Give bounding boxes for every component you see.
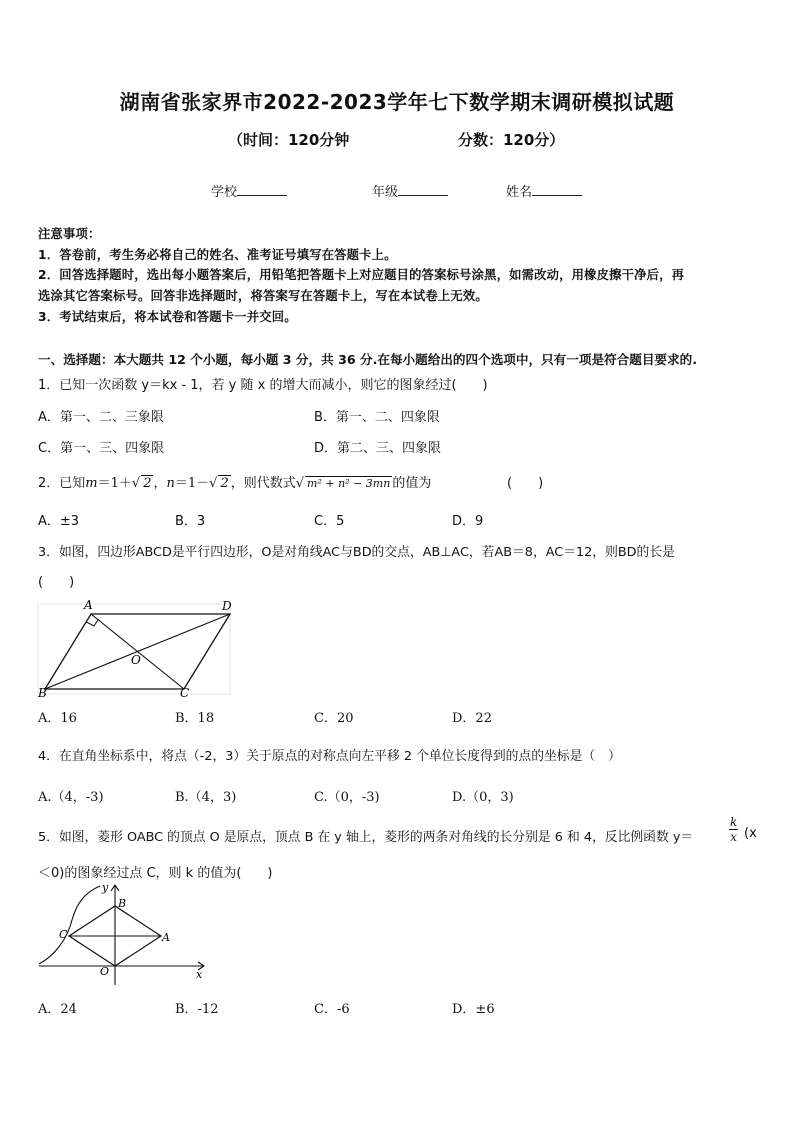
note-1: 1．答卷前，考生务必将自己的姓名、准考证号填写在答题卡上。 [38, 248, 397, 262]
q4-option-c[interactable]: C.（0，-3) [314, 790, 380, 805]
grade-blank[interactable] [398, 183, 448, 196]
q3-parallelogram-figure [34, 594, 244, 702]
grade-field [372, 181, 448, 200]
label-c: C [59, 928, 68, 941]
section-heading: 一、选择题：本大题共 12 个小题，每小题 3 分，共 36 分.在每小题给出的四个选项中，只有一项是符合题目要求的. [38, 352, 698, 367]
q1-option-c[interactable]: C．第一、三、四象限 [38, 441, 165, 456]
exam-score: 分数：120分） [458, 131, 565, 149]
radical-sign: √ [209, 476, 218, 491]
right-angle-mark [86, 619, 98, 626]
q5-option-d[interactable]: D．±6 [452, 1002, 495, 1017]
name-field [506, 181, 582, 200]
q5-rhombus-figure [34, 880, 214, 990]
q3-option-c[interactable]: C．20 [314, 711, 354, 726]
radical-sign: √ [295, 476, 305, 491]
q4-option-a[interactable]: A.（4，-3) [38, 790, 104, 805]
q2-radical-expression: m² + n² − 3mn [307, 477, 391, 490]
label-a: A [162, 931, 170, 944]
note-2b: 选涂其它答案标号。回答非选择题时，将答案写在答题卡上，写在本试卷上无效。 [38, 289, 488, 303]
school-label: 学校 [211, 185, 238, 200]
note-2a: 2．回答选择题时，选出每小题答案后，用铅笔把答题卡上对应题目的答案标号涂黑，如需改动，用橡皮擦干净后，再 [38, 268, 685, 282]
q3-option-b[interactable]: B．18 [175, 711, 215, 726]
q5-fraction [729, 815, 738, 844]
hyperbola-curve [39, 886, 100, 964]
q1-option-a[interactable]: A．第一、二、三象限 [38, 410, 164, 425]
notes-heading: 注意事项： [38, 227, 101, 241]
q2-mid: ，则代数式 [230, 476, 296, 491]
q5-frac-denominator: x [730, 830, 738, 844]
q5-option-b[interactable]: B．-12 [175, 1002, 219, 1017]
exam-title: 湖南省张家界市2022-2023学年七下数学期末调研模拟试题 [119, 90, 675, 114]
name-blank[interactable] [532, 183, 582, 196]
school-blank[interactable] [237, 183, 287, 196]
grade-label: 年级 [372, 185, 399, 200]
label-y: y [102, 881, 109, 894]
q2-post: 的值为 [392, 476, 432, 491]
q3-stem-cont: ( ) [38, 575, 75, 590]
q2-m: m [85, 476, 98, 491]
q4-stem: 4．在直角坐标系中，将点（-2，3）关于原点的对称点向左平移 2 个单位长度得到的点的坐标是（ ） [38, 749, 621, 764]
q3-option-d[interactable]: D．22 [452, 711, 492, 726]
radical-sign: √ [131, 476, 141, 491]
q2-option-b[interactable]: B．3 [175, 514, 206, 529]
q2-option-d[interactable]: D．9 [452, 514, 484, 529]
label-x: x [196, 968, 203, 981]
q2-option-c[interactable]: C．5 [314, 514, 345, 529]
q5-option-c[interactable]: C．-6 [314, 1002, 350, 1017]
name-label: 姓名 [506, 185, 533, 200]
q2-eq1: ＝1＋ [97, 476, 132, 491]
q5-stem-text: 5．如图，菱形 OABC 的顶点 O 是原点，顶点 B 在 y 轴上，菱形的两条对角线的长分别是 6 和 4，反比例函数 y＝ [38, 830, 694, 845]
q5-option-a[interactable]: A．24 [38, 1002, 77, 1017]
q5-stem [38, 826, 693, 845]
q2-answer-paren: ( ) [507, 476, 544, 491]
q2-pre: 2．已知 [38, 476, 86, 491]
q5-frac-numerator: k [730, 815, 738, 829]
label-d: D [222, 599, 232, 613]
q5-stem-tail: (x [744, 826, 757, 841]
q2-sqrt2-b: 2 [220, 476, 229, 491]
exam-time: （时间：120分钟 [228, 131, 350, 149]
label-a: A [84, 598, 93, 612]
q2-sqrt2-a: 2 [143, 476, 152, 491]
label-b: B [38, 686, 47, 700]
q5-stem-cont: ＜0)的图象经过点 C，则 k 的值为( ) [38, 866, 273, 881]
label-c: C [180, 686, 190, 700]
label-o: O [131, 653, 141, 667]
q1-option-d[interactable]: D．第二、三、四象限 [314, 441, 442, 456]
q4-option-d[interactable]: D.（0，3) [452, 790, 514, 805]
q1-stem: 1．已知一次函数 y＝kx - 1，若 y 随 x 的增大而减小，则它的图象经过( ) [38, 378, 488, 393]
q2-comma: ， [153, 476, 167, 491]
label-b: B [118, 897, 127, 910]
q1-option-b[interactable]: B．第一、二、四象限 [314, 410, 440, 425]
note-3: 3．考试结束后，将本试卷和答题卡一并交回。 [38, 310, 297, 324]
q4-option-b[interactable]: B.（4，3) [175, 790, 237, 805]
q2-stem [38, 472, 431, 491]
school-field [211, 181, 287, 200]
q2-eq2: ＝1－ [174, 476, 210, 491]
diagonal-bd [45, 614, 230, 689]
q2-option-a[interactable]: A．±3 [38, 514, 80, 529]
q2-n: n [166, 476, 175, 491]
label-o: O [100, 965, 110, 978]
q3-option-a[interactable]: A．16 [38, 711, 77, 726]
q3-stem: 3．如图，四边形ABCD是平行四边形，O是对角线AC与BD的交点，AB⊥AC，若AB＝8，AC＝12，则BD的长是 [38, 545, 675, 560]
